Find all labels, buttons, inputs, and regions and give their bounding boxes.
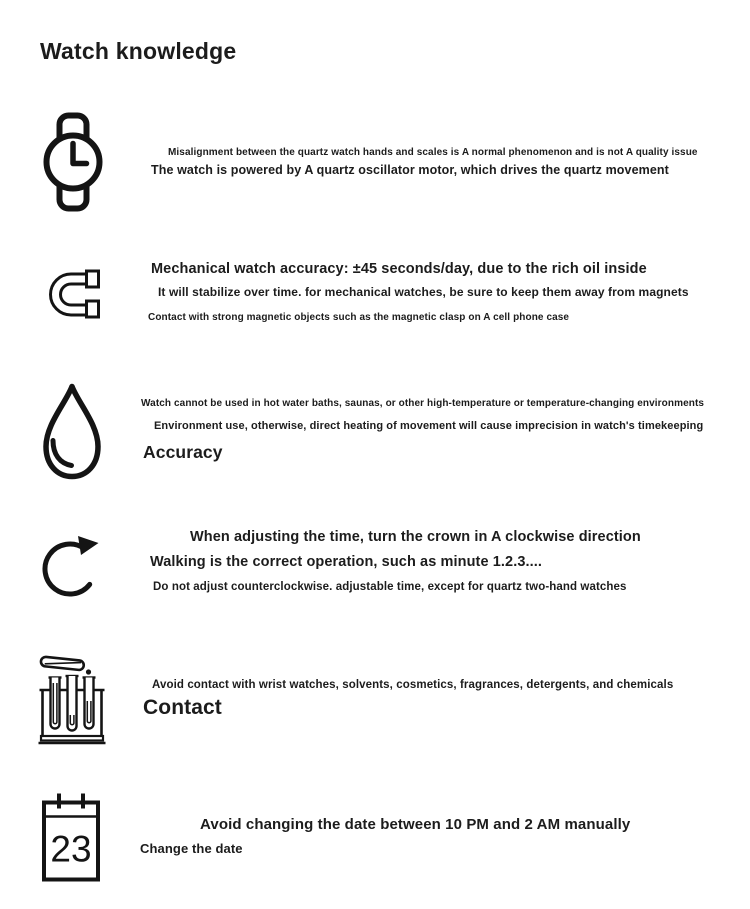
clockwise-arrow-icon <box>42 527 102 601</box>
magnet-icon <box>44 265 102 323</box>
test-tubes-icon <box>38 649 106 745</box>
crown-note-small: Do not adjust counterclockwise. adjustable time, except for quartz two-hand watches <box>153 581 627 593</box>
quartz-note-main: The watch is powered by A quartz oscillator motor, which drives the quartz movement <box>151 163 669 177</box>
page-title: Watch knowledge <box>40 38 237 64</box>
chemical-note: Avoid contact with wrist watches, solvents, cosmetics, fragrances, detergents, and chemicals <box>152 679 674 691</box>
wristwatch-icon <box>42 112 104 212</box>
magnet-note: It will stabilize over time. for mechanical watches, be sure to keep them away from magnets <box>158 285 689 299</box>
water-drop-icon <box>40 383 104 481</box>
keyword-accuracy: Accuracy <box>143 442 223 462</box>
date-headline: Avoid changing the date between 10 PM and 2 AM manually <box>200 816 631 833</box>
calendar-day: 23 <box>50 828 92 870</box>
temperature-note: Environment use, otherwise, direct heating of movement will cause imprecision in watch's timekeeping <box>154 420 704 432</box>
calendar-icon <box>40 791 102 884</box>
keyword-contact: Contact <box>143 696 222 719</box>
date-note: Change the date <box>140 841 243 856</box>
magnet-note-small: Contact with strong magnetic objects such as the magnetic clasp on A cell phone case <box>148 312 570 323</box>
crown-note: Walking is the correct operation, such as minute 1.2.3.... <box>150 554 543 570</box>
crown-headline: When adjusting the time, turn the crown in A clockwise direction <box>190 529 641 545</box>
temperature-note-small: Watch cannot be used in hot water baths, saunas, or other high-temperature or temperature-changing environments <box>141 398 705 409</box>
magnet-headline: Mechanical watch accuracy: ±45 seconds/day, due to the rich oil inside <box>151 261 647 277</box>
quartz-note-small: Misalignment between the quartz watch hands and scales is A normal phenomenon and is not A quality issue <box>168 147 698 158</box>
